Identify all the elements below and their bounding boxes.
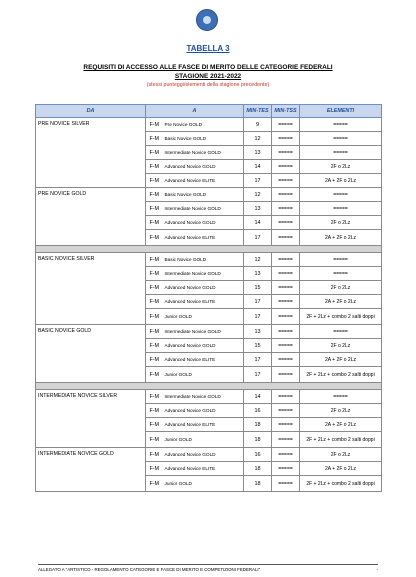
from-category-cell: INTERMEDIATE NOVICE SILVER xyxy=(36,390,146,448)
elements-cell: ===== xyxy=(300,202,382,216)
col-header-da: DA xyxy=(36,105,146,118)
to-category-cell: Advanced Novice GOLD xyxy=(163,216,244,230)
gender-cell: F-M xyxy=(146,160,163,174)
gender-cell: F-M xyxy=(146,367,163,383)
min-tes-cell: 13 xyxy=(244,325,272,339)
col-header-elementi: ELEMENTI xyxy=(300,105,382,118)
from-category-cell: INTERMEDIATE NOVICE GOLD xyxy=(36,448,146,492)
min-tss-cell: ===== xyxy=(272,432,300,448)
min-tes-cell: 13 xyxy=(244,202,272,216)
federation-logo xyxy=(196,9,218,31)
gender-cell: F-M xyxy=(146,146,163,160)
to-category-cell: Basic Novice GOLD xyxy=(163,132,244,146)
gender-cell: F-M xyxy=(146,309,163,325)
elements-cell: 2F o 2Lz xyxy=(300,448,382,462)
min-tss-cell: ===== xyxy=(272,216,300,230)
page-footer xyxy=(38,564,378,572)
to-category-cell: Intermediate Novice GOLD xyxy=(163,390,244,404)
to-category-cell: Junior GOLD xyxy=(163,432,244,448)
min-tes-cell: 9 xyxy=(244,118,272,132)
to-category-cell: Pre Novice GOLD xyxy=(163,118,244,132)
to-category-cell: Basic Novice GOLD xyxy=(163,188,244,202)
to-category-cell: Advanced Novice ELITE xyxy=(163,230,244,246)
min-tes-cell: 17 xyxy=(244,309,272,325)
gender-cell: F-M xyxy=(146,390,163,404)
gender-cell: F-M xyxy=(146,404,163,418)
gender-cell: F-M xyxy=(146,325,163,339)
to-category-cell: Intermediate Novice GOLD xyxy=(163,325,244,339)
min-tss-cell: ===== xyxy=(272,202,300,216)
gender-cell: F-M xyxy=(146,230,163,246)
from-category-cell: PRE NOVICE SILVER xyxy=(36,118,146,188)
min-tss-cell: ===== xyxy=(272,132,300,146)
table-row xyxy=(36,253,382,267)
min-tes-cell: 17 xyxy=(244,367,272,383)
min-tss-cell: ===== xyxy=(272,404,300,418)
elements-cell: ===== xyxy=(300,390,382,404)
gender-cell: F-M xyxy=(146,432,163,448)
to-category-cell: Advanced Novice GOLD xyxy=(163,404,244,418)
elements-cell: 2F o 2Lz xyxy=(300,160,382,174)
min-tes-cell: 17 xyxy=(244,230,272,246)
min-tes-cell: 18 xyxy=(244,462,272,476)
min-tss-cell: ===== xyxy=(272,476,300,492)
from-category-cell: BASIC NOVICE SILVER xyxy=(36,253,146,325)
elements-cell: 2F o 2Lz xyxy=(300,404,382,418)
gender-cell: F-M xyxy=(146,202,163,216)
table-header-row xyxy=(36,105,382,118)
min-tes-cell: 15 xyxy=(244,339,272,353)
gender-cell: F-M xyxy=(146,353,163,367)
from-category-cell: BASIC NOVICE GOLD xyxy=(36,325,146,383)
season-label: STAGIONE 2021-2022 xyxy=(174,73,242,80)
to-category-cell: Intermediate Novice GOLD xyxy=(163,202,244,216)
elements-cell: 2F o 2Lz xyxy=(300,339,382,353)
min-tss-cell: ===== xyxy=(272,462,300,476)
min-tes-cell: 12 xyxy=(244,188,272,202)
min-tes-cell: 17 xyxy=(244,295,272,309)
elements-cell: 2F o 2Lz xyxy=(300,216,382,230)
table-subtitle: REQUISITI DI ACCESSO ALLE FASCE DI MERITO DELLE CATEGORIE FEDERALI xyxy=(83,64,333,71)
group-separator xyxy=(36,383,382,390)
min-tes-cell: 17 xyxy=(244,174,272,188)
min-tes-cell: 17 xyxy=(244,353,272,367)
table-row xyxy=(36,188,382,202)
table-body xyxy=(36,118,382,492)
elements-cell: 2A + 2F o 2Lz xyxy=(300,462,382,476)
elements-cell: 2F o 2Lz xyxy=(300,281,382,295)
min-tes-cell: 14 xyxy=(244,390,272,404)
elements-cell: ===== xyxy=(300,118,382,132)
elements-cell: 2A + 2F o 2Lz xyxy=(300,230,382,246)
to-category-cell: Advanced Novice ELITE xyxy=(163,418,244,432)
elements-cell: 2F + 2Lz + combo 2 salti doppi xyxy=(300,432,382,448)
elements-cell: 2A + 2F o 2Lz xyxy=(300,353,382,367)
elements-cell: ===== xyxy=(300,188,382,202)
season-note: (stessi punteggi/elementi della stagione precedente) xyxy=(146,82,270,88)
min-tss-cell: ===== xyxy=(272,188,300,202)
to-category-cell: Advanced Novice GOLD xyxy=(163,448,244,462)
min-tes-cell: 12 xyxy=(244,253,272,267)
min-tes-cell: 12 xyxy=(244,132,272,146)
to-category-cell: Basic Novice GOLD xyxy=(163,253,244,267)
table-row xyxy=(36,448,382,462)
to-category-cell: Advanced Novice GOLD xyxy=(163,281,244,295)
to-category-cell: Advanced Novice ELITE xyxy=(163,462,244,476)
min-tes-cell: 15 xyxy=(244,281,272,295)
min-tes-cell: 18 xyxy=(244,432,272,448)
min-tss-cell: ===== xyxy=(272,174,300,188)
footer-mark: - xyxy=(376,567,378,572)
col-header-min-tes: MIN-TES xyxy=(244,105,272,118)
min-tss-cell: ===== xyxy=(272,160,300,174)
elements-cell: 2A + 2F o 2Lz xyxy=(300,295,382,309)
gender-cell: F-M xyxy=(146,267,163,281)
min-tss-cell: ===== xyxy=(272,230,300,246)
table-row xyxy=(36,325,382,339)
min-tss-cell: ===== xyxy=(272,267,300,281)
min-tes-cell: 13 xyxy=(244,146,272,160)
separator-cell xyxy=(36,246,382,253)
min-tss-cell: ===== xyxy=(272,353,300,367)
min-tes-cell: 18 xyxy=(244,418,272,432)
gender-cell: F-M xyxy=(146,476,163,492)
min-tss-cell: ===== xyxy=(272,253,300,267)
elements-cell: 2F + 2Lz + combo 2 salti doppi xyxy=(300,476,382,492)
requirements-table xyxy=(35,104,382,492)
min-tss-cell: ===== xyxy=(272,390,300,404)
elements-cell: 2A + 2F o 2Lz xyxy=(300,418,382,432)
to-category-cell: Advanced Novice GOLD xyxy=(163,160,244,174)
min-tss-cell: ===== xyxy=(272,118,300,132)
elements-cell: ===== xyxy=(300,267,382,281)
group-separator xyxy=(36,246,382,253)
min-tss-cell: ===== xyxy=(272,146,300,160)
elements-cell: ===== xyxy=(300,146,382,160)
to-category-cell: Advanced Novice ELITE xyxy=(163,353,244,367)
gender-cell: F-M xyxy=(146,418,163,432)
gender-cell: F-M xyxy=(146,281,163,295)
min-tes-cell: 14 xyxy=(244,216,272,230)
min-tss-cell: ===== xyxy=(272,339,300,353)
gender-cell: F-M xyxy=(146,295,163,309)
to-category-cell: Junior GOLD xyxy=(163,309,244,325)
table-row xyxy=(36,390,382,404)
gender-cell: F-M xyxy=(146,253,163,267)
gender-cell: F-M xyxy=(146,118,163,132)
to-category-cell: Intermediate Novice GOLD xyxy=(163,146,244,160)
to-category-cell: Intermediate Novice GOLD xyxy=(163,267,244,281)
gender-cell: F-M xyxy=(146,174,163,188)
to-category-cell: Junior GOLD xyxy=(163,476,244,492)
min-tss-cell: ===== xyxy=(272,418,300,432)
elements-cell: 2F + 2Lz + combo 2 salti doppi xyxy=(300,309,382,325)
min-tss-cell: ===== xyxy=(272,367,300,383)
min-tss-cell: ===== xyxy=(272,325,300,339)
min-tes-cell: 16 xyxy=(244,448,272,462)
min-tes-cell: 18 xyxy=(244,476,272,492)
table-row xyxy=(36,118,382,132)
elements-cell: ===== xyxy=(300,132,382,146)
elements-cell: 2A + 2F o 2Lz xyxy=(300,174,382,188)
col-header-a: A xyxy=(146,105,244,118)
gender-cell: F-M xyxy=(146,216,163,230)
elements-cell: ===== xyxy=(300,325,382,339)
col-header-min-tss: MIN-TSS xyxy=(272,105,300,118)
table-title: TABELLA 3 xyxy=(186,44,230,53)
min-tes-cell: 13 xyxy=(244,267,272,281)
elements-cell: 2F + 2Lz + combo 2 salti doppi xyxy=(300,367,382,383)
to-category-cell: Junior GOLD xyxy=(163,367,244,383)
gender-cell: F-M xyxy=(146,462,163,476)
separator-cell xyxy=(36,383,382,390)
to-category-cell: Advanced Novice GOLD xyxy=(163,339,244,353)
min-tss-cell: ===== xyxy=(272,295,300,309)
gender-cell: F-M xyxy=(146,339,163,353)
gender-cell: F-M xyxy=(146,132,163,146)
gender-cell: F-M xyxy=(146,448,163,462)
min-tss-cell: ===== xyxy=(272,448,300,462)
to-category-cell: Advanced Novice ELITE xyxy=(163,295,244,309)
min-tss-cell: ===== xyxy=(272,309,300,325)
elements-cell: ===== xyxy=(300,253,382,267)
from-category-cell: PRE NOVICE GOLD xyxy=(36,188,146,246)
to-category-cell: Advanced Novice ELITE xyxy=(163,174,244,188)
min-tes-cell: 16 xyxy=(244,404,272,418)
gender-cell: F-M xyxy=(146,188,163,202)
footer-text: ALLEGATO A "ARTISTICO - REGOLAMENTO CATEGORIE E FASCE DI MERITO E COMPETIZIONI FEDERALI" xyxy=(38,567,261,572)
min-tes-cell: 14 xyxy=(244,160,272,174)
min-tss-cell: ===== xyxy=(272,281,300,295)
